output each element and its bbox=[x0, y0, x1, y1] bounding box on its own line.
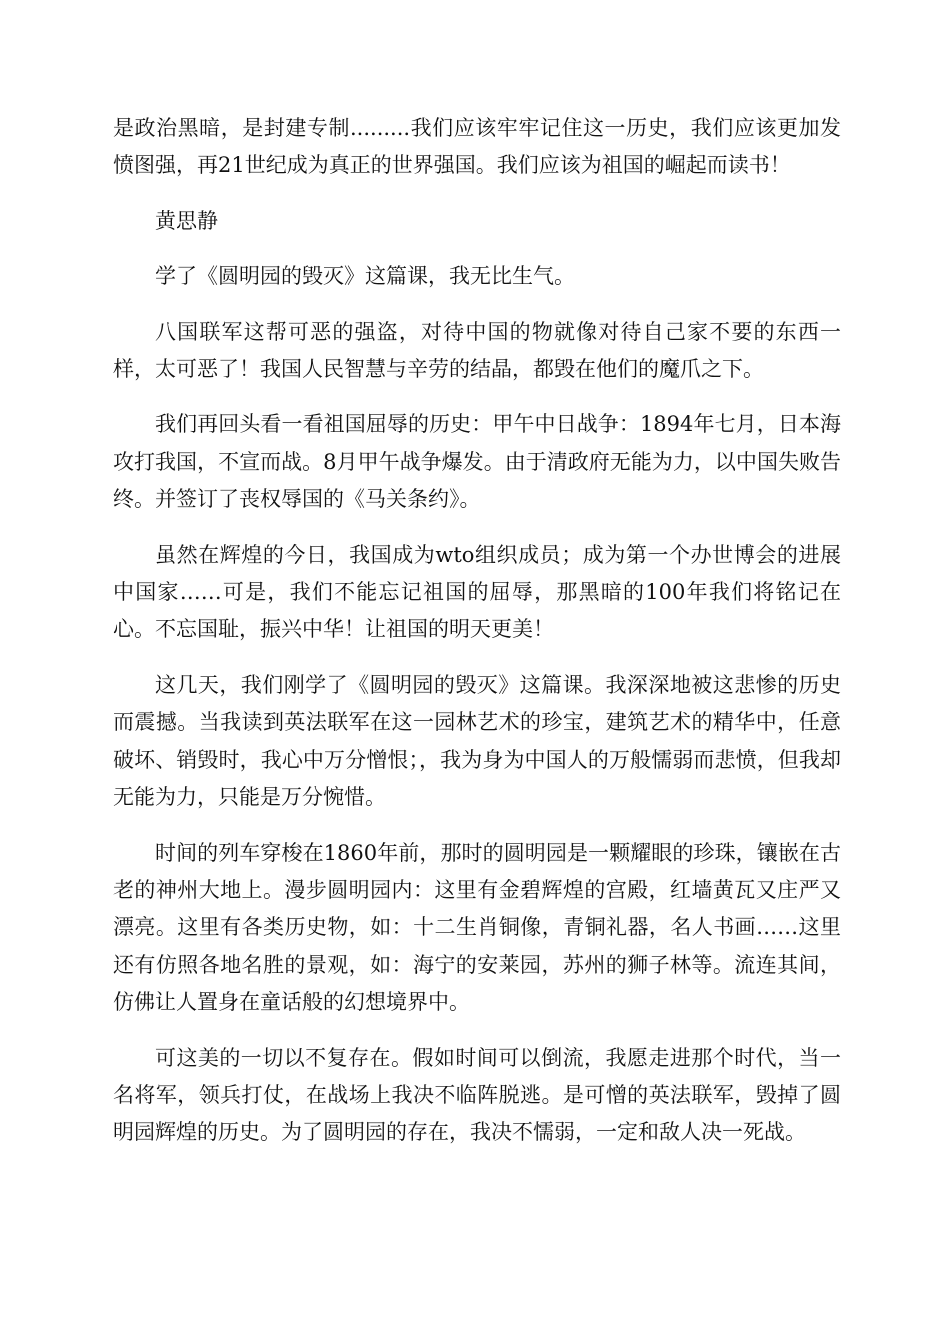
paragraph-4: 八国联军这帮可恶的强盗，对待中国的物就像对待自己家不要的东西一样，太可恶了！我国人民智慧与辛劳的结晶，都毁在他们的魔爪之下。 bbox=[113, 319, 841, 382]
paragraph-6: 虽然在辉煌的今日，我国成为wto组织成员；成为第一个办世博会的进展中国家……可是，我们不能忘记祖国的屈辱，那黑暗的100年我们将铭记在心。不忘国耻，振兴中华！让祖国的明天更美！ bbox=[113, 542, 841, 642]
author-name: 黄思静 bbox=[155, 208, 218, 233]
paragraph-7: 这几天，我们刚学了《圆明园的毁灭》这篇课。我深深地被这悲惨的历史而震撼。当我读到英法联军在这一园林艺术的珍宝，建筑艺术的精华中，任意破坏、销毁时，我心中万分憎恨；，我为身为中国人的万般懦弱而悲愤，但我却无能为力，只能是万分惋惜。 bbox=[113, 672, 841, 810]
paragraph-5: 我们再回头看一看祖国屈辱的历史：甲午中日战争：1894年七月，日本海攻打我国，不宣而战。8月甲午战争爆发。由于清政府无能为力，以中国失败告终。并签订了丧权辱国的《马关条约》。 bbox=[113, 412, 841, 512]
paragraph-1: 是政治黑暗，是封建专制.........我们应该牢牢记住这一历史，我们应该更加发愤图强，再21世纪成为真正的世界强国。我们应该为祖国的崛起而读书！ bbox=[113, 116, 841, 178]
paragraph-8: 时间的列车穿梭在1860年前，那时的圆明园是一颗耀眼的珍珠，镶嵌在古老的神州大地上。漫步圆明园内：这里有金碧辉煌的宫殿，红墙黄瓦又庄严又漂亮。这里有各类历史物，如：十二生肖铜像，青铜礼器，名人书画……这里还有仿照各地名胜的景观，如：海宁的安莱园，苏州的狮子林等。流连其间，仿佛让人置身在童话般的幻想境界中。 bbox=[113, 840, 841, 1015]
document-page bbox=[113, 110, 841, 1170]
paragraph-9: 可这美的一切以不复存在。假如时间可以倒流，我愿走进那个时代，当一名将军，领兵打仗，在战场上我决不临阵脱逃。是可憎的英法联军，毁掉了圆明园辉煌的历史。为了圆明园的存在，我决不懦弱，一定和敌人决一死战。 bbox=[113, 1045, 841, 1145]
paragraph-3: 学了《圆明园的毁灭》这篇课，我无比生气。 bbox=[155, 264, 575, 289]
